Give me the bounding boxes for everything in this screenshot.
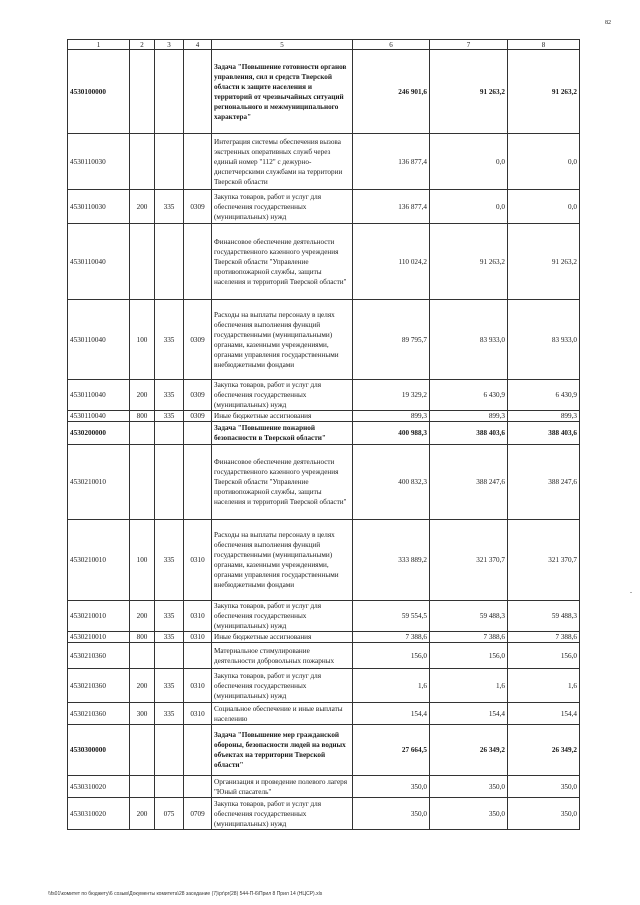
amount-cell-8: 156,0: [508, 643, 580, 669]
ministry-code-cell: [155, 445, 184, 520]
code-cell: 4530110030: [68, 190, 130, 224]
table-row: [68, 601, 580, 632]
description-cell: Закупка товаров, работ и услуг для обеспечения государственных (муниципальных) нужд: [212, 380, 353, 411]
description-cell: Задача "Повышение мер гражданской обороны, безопасности людей на водных объектах на территории Тверской области": [212, 725, 353, 776]
description-cell: Социальное обеспечение и иные выплаты населению: [212, 703, 353, 725]
description-cell: Иные бюджетные ассигнования: [212, 632, 353, 643]
expense-type-cell: 300: [130, 703, 155, 725]
ministry-code-cell: 335: [155, 300, 184, 380]
amount-cell-8: 350,0: [508, 798, 580, 830]
section-code-cell: [184, 725, 212, 776]
description-cell: Иные бюджетные ассигнования: [212, 411, 353, 422]
table-body: [68, 40, 580, 830]
amount-cell-7: 59 488,3: [430, 601, 508, 632]
expense-type-cell: 100: [130, 520, 155, 601]
expense-type-cell: 200: [130, 380, 155, 411]
section-code-cell: [184, 776, 212, 798]
code-cell: 4530210010: [68, 601, 130, 632]
amount-cell-6: 400 988,3: [353, 422, 430, 445]
table-row: [68, 776, 580, 798]
code-cell: 4530210010: [68, 445, 130, 520]
code-cell: 4530210010: [68, 520, 130, 601]
edge-mark: -: [630, 590, 632, 596]
amount-cell-6: 350,0: [353, 798, 430, 830]
amount-cell-6: 59 554,5: [353, 601, 430, 632]
header-cell: 2: [130, 40, 155, 50]
expense-type-cell: [130, 445, 155, 520]
header-cell: 7: [430, 40, 508, 50]
table-row: [68, 798, 580, 830]
table-row: [68, 643, 580, 669]
section-code-cell: [184, 134, 212, 190]
section-code-cell: 0709: [184, 798, 212, 830]
file-path-footer: \\fs01\комитет по бюджету\6 созыв\Документы комитета\28 заседание (7)\pr\pr(28) 544-П-6\Прил 8 Прил 14 (НЦСР).xls: [48, 891, 323, 897]
amount-cell-6: 400 832,3: [353, 445, 430, 520]
section-code-cell: 0310: [184, 703, 212, 725]
expense-type-cell: 800: [130, 411, 155, 422]
description-cell: Закупка товаров, работ и услуг для обеспечения государственных (муниципальных) нужд: [212, 190, 353, 224]
header-row: [68, 40, 580, 50]
ministry-code-cell: [155, 776, 184, 798]
amount-cell-8: 388 247,6: [508, 445, 580, 520]
expense-type-cell: 200: [130, 798, 155, 830]
ministry-code-cell: [155, 134, 184, 190]
table-row: [68, 520, 580, 601]
expense-type-cell: 100: [130, 300, 155, 380]
description-cell: Финансовое обеспечение деятельности государственного казенного учреждения Тверской области "Управление противопожарной службы, защиты населения и территорий Тверской области": [212, 445, 353, 520]
section-code-cell: 0309: [184, 190, 212, 224]
table-row: [68, 380, 580, 411]
amount-cell-6: 154,4: [353, 703, 430, 725]
amount-cell-7: 7 388,6: [430, 632, 508, 643]
amount-cell-7: 83 933,0: [430, 300, 508, 380]
amount-cell-6: 350,0: [353, 776, 430, 798]
amount-cell-7: 1,6: [430, 669, 508, 703]
ministry-code-cell: [155, 725, 184, 776]
amount-cell-7: 91 263,2: [430, 224, 508, 300]
amount-cell-8: 83 933,0: [508, 300, 580, 380]
section-code-cell: 0310: [184, 669, 212, 703]
amount-cell-8: 91 263,2: [508, 50, 580, 134]
description-cell: Задача "Повышение пожарной безопасности в Тверской области": [212, 422, 353, 445]
ministry-code-cell: [155, 422, 184, 445]
section-code-cell: 0309: [184, 300, 212, 380]
amount-cell-7: 321 370,7: [430, 520, 508, 601]
task-row: [68, 50, 580, 134]
header-cell: 1: [68, 40, 130, 50]
expense-type-cell: [130, 224, 155, 300]
amount-cell-7: 6 430,9: [430, 380, 508, 411]
code-cell: 4530300000: [68, 725, 130, 776]
amount-cell-8: 1,6: [508, 669, 580, 703]
expense-type-cell: [130, 725, 155, 776]
amount-cell-8: 321 370,7: [508, 520, 580, 601]
section-code-cell: [184, 224, 212, 300]
budget-table: [67, 39, 580, 830]
table-row: [68, 445, 580, 520]
amount-cell-6: 136 877,4: [353, 190, 430, 224]
code-cell: 4530210360: [68, 669, 130, 703]
table-row: [68, 300, 580, 380]
ministry-code-cell: 335: [155, 669, 184, 703]
amount-cell-7: 388 403,6: [430, 422, 508, 445]
amount-cell-8: 26 349,2: [508, 725, 580, 776]
description-cell: Расходы на выплаты персоналу в целях обеспечения выполнения функций государственными (муниципальными) органами, казенными учреждениями, органами управления государственными внебюджетными фондами: [212, 300, 353, 380]
amount-cell-8: 91 263,2: [508, 224, 580, 300]
amount-cell-6: 19 329,2: [353, 380, 430, 411]
header-cell: 5: [212, 40, 353, 50]
description-cell: Закупка товаров, работ и услуг для обеспечения государственных (муниципальных) нужд: [212, 601, 353, 632]
amount-cell-7: 350,0: [430, 776, 508, 798]
ministry-code-cell: 335: [155, 601, 184, 632]
section-code-cell: 0310: [184, 520, 212, 601]
expense-type-cell: [130, 50, 155, 134]
ministry-code-cell: 335: [155, 632, 184, 643]
page-number: 82: [605, 20, 611, 26]
code-cell: 4530310020: [68, 798, 130, 830]
amount-cell-8: 0,0: [508, 190, 580, 224]
section-code-cell: 0309: [184, 380, 212, 411]
ministry-code-cell: 335: [155, 380, 184, 411]
section-code-cell: [184, 50, 212, 134]
ministry-code-cell: 075: [155, 798, 184, 830]
header-cell: 3: [155, 40, 184, 50]
code-cell: 4530210010: [68, 632, 130, 643]
expense-type-cell: 200: [130, 669, 155, 703]
expense-type-cell: [130, 643, 155, 669]
code-cell: 4530110030: [68, 134, 130, 190]
amount-cell-6: 7 388,6: [353, 632, 430, 643]
code-cell: 4530210360: [68, 703, 130, 725]
expense-type-cell: 200: [130, 190, 155, 224]
amount-cell-6: 136 877,4: [353, 134, 430, 190]
amount-cell-7: 0,0: [430, 134, 508, 190]
code-cell: 4530110040: [68, 300, 130, 380]
amount-cell-8: 0,0: [508, 134, 580, 190]
ministry-code-cell: 335: [155, 190, 184, 224]
amount-cell-8: 6 430,9: [508, 380, 580, 411]
amount-cell-6: 246 901,6: [353, 50, 430, 134]
description-cell: Интеграция системы обеспечения вызова экстренных оперативных служб через единый номер "112" с дежурно-диспетчерскими службами на территории Тверской области: [212, 134, 353, 190]
table-row: [68, 703, 580, 725]
amount-cell-8: 388 403,6: [508, 422, 580, 445]
table-row: [68, 411, 580, 422]
amount-cell-7: 0,0: [430, 190, 508, 224]
code-cell: 4530210360: [68, 643, 130, 669]
amount-cell-7: 388 247,6: [430, 445, 508, 520]
amount-cell-8: 350,0: [508, 776, 580, 798]
ministry-code-cell: 335: [155, 411, 184, 422]
task-row: [68, 422, 580, 445]
code-cell: 4530110040: [68, 380, 130, 411]
amount-cell-7: 899,3: [430, 411, 508, 422]
expense-type-cell: [130, 422, 155, 445]
amount-cell-6: 27 664,5: [353, 725, 430, 776]
section-code-cell: [184, 445, 212, 520]
section-code-cell: 0310: [184, 601, 212, 632]
table-row: [68, 669, 580, 703]
description-cell: Задача "Повышение готовности органов управления, сил и средств Тверской области к защите населения и территорий от чрезвычайных ситуаций регионального и межмуниципального характера": [212, 50, 353, 134]
header-cell: 4: [184, 40, 212, 50]
expense-type-cell: [130, 776, 155, 798]
section-code-cell: 0309: [184, 411, 212, 422]
section-code-cell: 0310: [184, 632, 212, 643]
ministry-code-cell: [155, 224, 184, 300]
task-row: [68, 725, 580, 776]
amount-cell-7: 26 349,2: [430, 725, 508, 776]
amount-cell-6: 1,6: [353, 669, 430, 703]
ministry-code-cell: [155, 643, 184, 669]
amount-cell-7: 91 263,2: [430, 50, 508, 134]
code-cell: 4530110040: [68, 411, 130, 422]
amount-cell-7: 154,4: [430, 703, 508, 725]
table-row: [68, 224, 580, 300]
description-cell: Закупка товаров, работ и услуг для обеспечения государственных (муниципальных) нужд: [212, 798, 353, 830]
expense-type-cell: 800: [130, 632, 155, 643]
ministry-code-cell: 335: [155, 703, 184, 725]
description-cell: Организация и проведение полевого лагеря "Юный спасатель": [212, 776, 353, 798]
amount-cell-6: 156,0: [353, 643, 430, 669]
amount-cell-8: 59 488,3: [508, 601, 580, 632]
amount-cell-6: 89 795,7: [353, 300, 430, 380]
ministry-code-cell: 335: [155, 520, 184, 601]
code-cell: 4530200000: [68, 422, 130, 445]
code-cell: 4530100000: [68, 50, 130, 134]
expense-type-cell: [130, 134, 155, 190]
description-cell: Материальное стимулирование деятельности добровольных пожарных: [212, 643, 353, 669]
expense-type-cell: 200: [130, 601, 155, 632]
description-cell: Расходы на выплаты персоналу в целях обеспечения выполнения функций государственными (муниципальными) органами, казенными учреждениями, органами управления государственными внебюджетными фондами: [212, 520, 353, 601]
amount-cell-8: 899,3: [508, 411, 580, 422]
section-code-cell: [184, 643, 212, 669]
amount-cell-8: 7 388,6: [508, 632, 580, 643]
amount-cell-8: 154,4: [508, 703, 580, 725]
table-row: [68, 190, 580, 224]
description-cell: Финансовое обеспечение деятельности государственного казенного учреждения Тверской области "Управление противопожарной службы, защиты населения и территорий Тверской области": [212, 224, 353, 300]
section-code-cell: [184, 422, 212, 445]
amount-cell-7: 156,0: [430, 643, 508, 669]
amount-cell-6: 899,3: [353, 411, 430, 422]
amount-cell-6: 333 889,2: [353, 520, 430, 601]
code-cell: 4530310020: [68, 776, 130, 798]
table-row: [68, 134, 580, 190]
table-row: [68, 632, 580, 643]
header-cell: 6: [353, 40, 430, 50]
header-cell: 8: [508, 40, 580, 50]
code-cell: 4530110040: [68, 224, 130, 300]
ministry-code-cell: [155, 50, 184, 134]
description-cell: Закупка товаров, работ и услуг для обеспечения государственных (муниципальных) нужд: [212, 669, 353, 703]
amount-cell-7: 350,0: [430, 798, 508, 830]
amount-cell-6: 110 024,2: [353, 224, 430, 300]
